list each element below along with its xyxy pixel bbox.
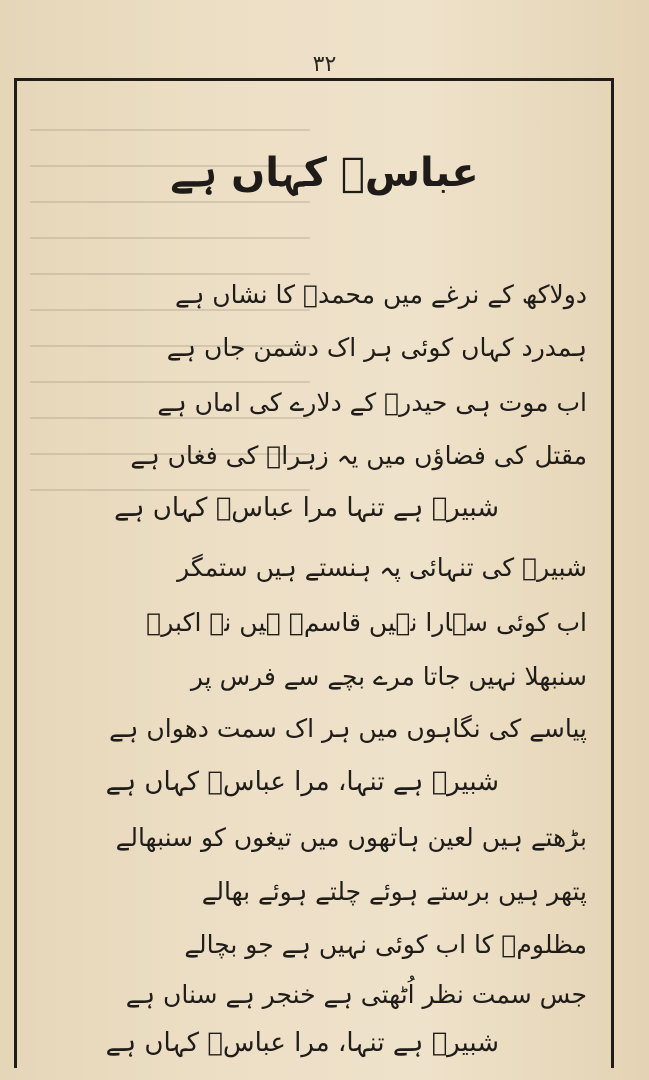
verse-line-8: پیاسے کی نگاہوں میں ہر اک سمت دھواں ہے bbox=[109, 714, 587, 743]
verse-line-7: سنبھلا نہیں جاتا مرے بچے سے فرس پر bbox=[190, 662, 587, 691]
poem-title: عباسؑ کہاں ہے bbox=[170, 150, 479, 196]
refrain-line-2: شبیرؑ ہے تنہا، مرا عباسؑ کہاں ہے bbox=[105, 767, 499, 797]
verse-line-11: مظلومؑ کا اب کوئی نہیں ہے جو بچالے bbox=[184, 930, 587, 959]
verse-line-10: پتھر ہیں برستے ہوئے چلتے ہوئے بھالے bbox=[201, 877, 587, 906]
verse-line-2: ہمدرد کہاں کوئی ہر اک دشمن جاں ہے bbox=[166, 333, 587, 362]
verse-line-9: بڑھتے ہیں لعین ہاتھوں میں تیغوں کو سنبھالے bbox=[115, 823, 587, 852]
verse-line-6: اب کوئی سہارا نہیں قاسمؑ ہیں نہ اکبرؑ bbox=[146, 608, 587, 637]
verse-line-5: شبیرؑ کی تنہائی پہ ہنستے ہیں ستمگر bbox=[177, 553, 587, 582]
page-number: ۳۲ bbox=[312, 52, 337, 77]
verse-line-3: اب موت ہی حیدرؑ کے دلارے کی اماں ہے bbox=[157, 388, 587, 417]
verse-line-12: جس سمت نظر اُٹھتی ہے خنجر ہے سناں ہے bbox=[125, 980, 587, 1009]
verse-line-4: مقتل کی فضاؤں میں یہ زہراؑ کی فغاں ہے bbox=[130, 441, 587, 470]
verse-line-1: دولاکھ کے نرغے میں محمدؐ کا نشاں ہے bbox=[175, 280, 587, 309]
refrain-line-3: شبیرؑ ہے تنہا، مرا عباسؑ کہاں ہے bbox=[105, 1028, 499, 1058]
refrain-line-1: شبیرؑ ہے تنہا مرا عباسؑ کہاں ہے bbox=[114, 493, 499, 523]
